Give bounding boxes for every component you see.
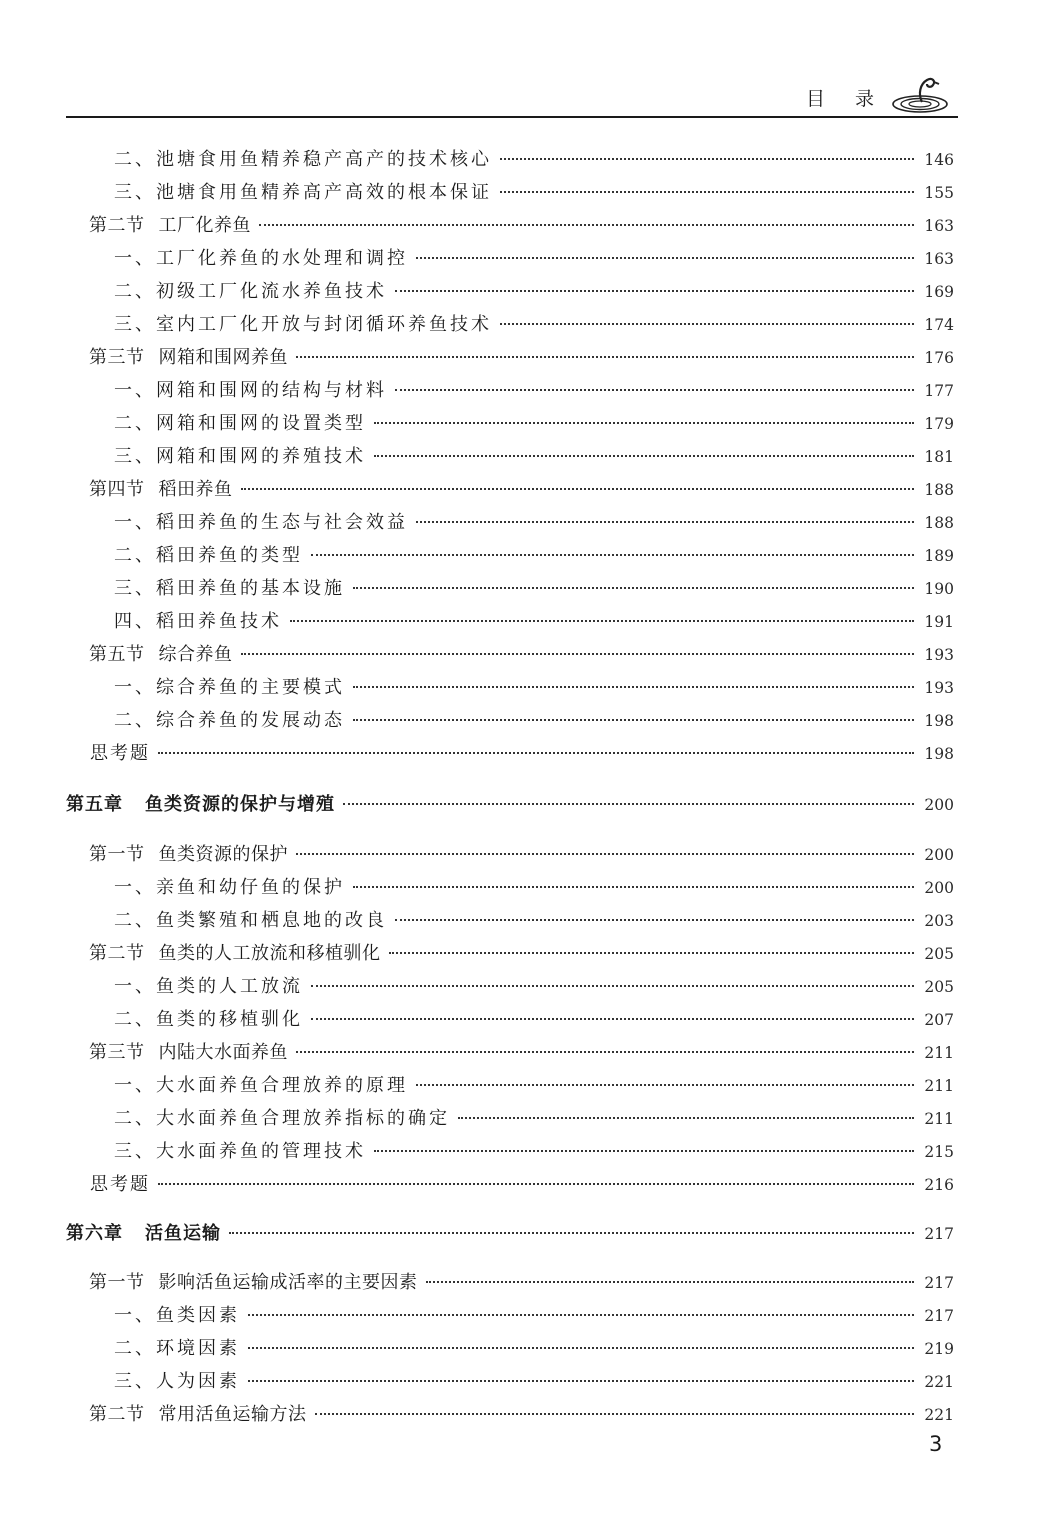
toc-entry-page: 217 [924, 1274, 954, 1292]
toc-entry-title [114, 178, 492, 204]
toc-entry-title [89, 640, 233, 666]
dot-leader [353, 587, 914, 589]
toc-entry-page: 177 [924, 382, 954, 400]
toc-entry-number: 第四节 [89, 479, 145, 500]
dot-leader [296, 1051, 914, 1053]
toc-entry-item[interactable] [114, 972, 954, 1002]
toc-entry-section[interactable] [89, 475, 954, 505]
toc-entry-title [89, 1400, 307, 1426]
toc-entry-text: 一、鱼类因素 [114, 1305, 240, 1326]
dot-leader [311, 1018, 914, 1020]
toc-entry-number: 第二节 [89, 943, 145, 964]
toc-entry-page: 217 [924, 1225, 954, 1243]
toc-entry-text: 二、初级工厂化流水养鱼技术 [114, 281, 387, 302]
toc-entry-text: 一、稻田养鱼的生态与社会效益 [114, 512, 408, 533]
toc-entry-title [114, 442, 366, 468]
dot-leader [248, 1380, 914, 1382]
toc-entry-page: 193 [924, 679, 954, 697]
toc-entry-item[interactable] [114, 906, 954, 936]
dot-leader [395, 290, 914, 292]
dot-leader [241, 653, 915, 655]
toc-entry-title [114, 376, 387, 402]
toc-entry-title [114, 508, 408, 534]
toc-entry-text: 四、稻田养鱼技术 [114, 611, 282, 632]
toc-entry-page: 163 [924, 250, 954, 268]
toc-entry-text: 鱼类资源的保护与增殖 [145, 794, 335, 815]
dot-leader [158, 752, 914, 754]
toc-entry-page: 221 [924, 1373, 954, 1391]
toc-entry-number: 第二节 [89, 1404, 145, 1425]
toc-entry-page: 155 [924, 184, 954, 202]
toc-entry-page: 200 [924, 846, 954, 864]
toc-entry-qa[interactable] [90, 739, 954, 769]
toc-entry-item[interactable] [114, 574, 954, 604]
header-title: 目录 [806, 88, 905, 110]
toc-entry-page: 188 [924, 514, 954, 532]
toc-entry-title [89, 939, 381, 965]
toc-entry-page: 200 [924, 879, 954, 897]
toc-entry-number: 第三节 [89, 347, 145, 368]
toc-entry-item[interactable] [114, 1005, 954, 1035]
dot-leader [311, 985, 914, 987]
toc-entry-page: 207 [924, 1011, 954, 1029]
dot-leader [426, 1281, 915, 1283]
toc-entry-item[interactable] [114, 409, 954, 439]
toc-entry-item[interactable] [114, 508, 954, 538]
toc-entry-title [114, 574, 345, 600]
toc-entry-page: 198 [924, 712, 954, 730]
toc-entry-title [89, 840, 288, 866]
toc-entry-title [114, 541, 303, 567]
toc-entry-page: 211 [924, 1110, 954, 1128]
toc-entry-page: 215 [924, 1143, 954, 1161]
toc-entry-text: 一、网箱和围网的结构与材料 [114, 380, 387, 401]
toc-entry-page: 191 [924, 613, 954, 631]
dot-leader [416, 1084, 914, 1086]
toc-entry-item[interactable] [114, 1334, 954, 1364]
toc-entry-title [114, 310, 492, 336]
toc-entry-page: 189 [924, 547, 954, 565]
toc-entry-title [114, 1334, 240, 1360]
toc-entry-text: 一、鱼类的人工放流 [114, 976, 303, 997]
dot-leader [458, 1117, 914, 1119]
toc-entry-title [114, 607, 282, 633]
dot-leader [395, 389, 914, 391]
toc-entry-title [89, 475, 233, 501]
toc-entry-text: 综合养鱼 [158, 644, 233, 665]
toc-entry-text: 内陆大水面养鱼 [158, 1042, 288, 1063]
toc-entry-text: 二、环境因素 [114, 1338, 240, 1359]
toc-entry-text: 稻田养鱼 [158, 479, 233, 500]
toc-entry-number: 第五章 [66, 794, 123, 815]
toc-entry-title [90, 1170, 150, 1196]
toc-entry-text: 二、稻田养鱼的类型 [114, 545, 303, 566]
dot-leader [416, 521, 914, 523]
toc-entry-text: 二、综合养鱼的发展动态 [114, 710, 345, 731]
toc-entry-text: 思考题 [90, 1174, 150, 1195]
toc-entry-title [114, 1071, 408, 1097]
toc-entry-item[interactable] [114, 541, 954, 571]
toc-entry-text: 一、工厂化养鱼的水处理和调控 [114, 248, 408, 269]
toc-entry-number: 第六章 [66, 1223, 123, 1244]
toc-entry-title [89, 211, 251, 237]
toc-entry-page: 205 [924, 978, 954, 996]
toc-entry-title [89, 1038, 288, 1064]
toc-entry-page: 179 [924, 415, 954, 433]
toc-entry-page: 221 [924, 1406, 954, 1424]
toc-entry-title [66, 790, 335, 816]
toc-entry-text: 二、大水面养鱼合理放养指标的确定 [114, 1108, 450, 1129]
toc-entry-page: 181 [924, 448, 954, 466]
toc-entry-title [114, 277, 387, 303]
dot-leader [353, 719, 914, 721]
toc-entry-item[interactable] [114, 607, 954, 637]
toc-entry-item[interactable] [114, 442, 954, 472]
toc-entry-page: 200 [924, 796, 954, 814]
toc-entry-number: 第二节 [89, 215, 145, 236]
dot-leader [500, 191, 914, 193]
toc-entry-item[interactable] [114, 873, 954, 903]
dot-leader [290, 620, 914, 622]
toc-entry-title [114, 244, 408, 270]
toc-entry-title [114, 706, 345, 732]
toc-entry-text: 三、池塘食用鱼精养高产高效的根本保证 [114, 182, 492, 203]
dot-leader [500, 158, 914, 160]
toc-entry-text: 二、网箱和围网的设置类型 [114, 413, 366, 434]
dot-leader [248, 1314, 914, 1316]
toc-entry-text: 三、稻田养鱼的基本设施 [114, 578, 345, 599]
toc-entry-number: 第一节 [89, 844, 145, 865]
toc-entry-page: 169 [924, 283, 954, 301]
toc-entry-title [114, 906, 387, 932]
toc-entry-text: 二、鱼类繁殖和栖息地的改良 [114, 910, 387, 931]
toc-entry-section[interactable] [89, 640, 954, 670]
toc-entry-page: 190 [924, 580, 954, 598]
dot-leader [353, 886, 914, 888]
toc-entry-chapter[interactable] [66, 1219, 954, 1249]
toc-entry-item[interactable] [114, 1104, 954, 1134]
dot-leader [395, 919, 914, 921]
page-header [0, 0, 1048, 130]
toc-entry-section[interactable] [89, 343, 954, 373]
dot-leader [343, 803, 914, 805]
toc-entry-text: 影响活鱼运输成活率的主要因素 [158, 1272, 418, 1293]
dot-leader [374, 422, 914, 424]
dot-leader [229, 1232, 914, 1234]
toc-entry-page: 205 [924, 945, 954, 963]
toc-entry-number: 第五节 [89, 644, 145, 665]
toc-entry-item[interactable] [114, 1137, 954, 1167]
toc-entry-qa[interactable] [90, 1170, 954, 1200]
toc-entry-item[interactable] [114, 277, 954, 307]
toc-entry-title [89, 343, 288, 369]
toc-entry-text: 活鱼运输 [145, 1223, 221, 1244]
toc-entry-title [114, 1104, 450, 1130]
toc-entry-page: 163 [924, 217, 954, 235]
dot-leader [158, 1183, 914, 1185]
dot-leader [374, 455, 914, 457]
toc-entry-title [66, 1219, 221, 1245]
dot-leader [259, 224, 914, 226]
toc-entry-text: 二、鱼类的移植驯化 [114, 1009, 303, 1030]
toc-entry-section[interactable] [89, 939, 954, 969]
toc-entry-item[interactable] [114, 244, 954, 274]
toc-entry-item[interactable] [114, 706, 954, 736]
dot-leader [374, 1150, 914, 1152]
toc-entry-section[interactable] [89, 1038, 954, 1068]
toc-entry-page: 146 [924, 151, 954, 169]
toc-entry-page: 211 [924, 1044, 954, 1062]
dot-leader [296, 356, 914, 358]
dot-leader [500, 323, 914, 325]
toc-entry-page: 217 [924, 1307, 954, 1325]
toc-entry-number: 第三节 [89, 1042, 145, 1063]
dot-leader [315, 1413, 915, 1415]
toc-entry-text: 思考题 [90, 743, 150, 764]
dot-leader [416, 257, 914, 259]
toc-entry-item[interactable] [114, 1071, 954, 1101]
header-rule [66, 116, 958, 118]
toc-entry-text: 一、大水面养鱼合理放养的原理 [114, 1075, 408, 1096]
toc-entry-title [114, 1367, 240, 1393]
toc-entry-title [114, 673, 345, 699]
toc-entry-text: 鱼类的人工放流和移植驯化 [158, 943, 381, 964]
dot-leader [248, 1347, 914, 1349]
toc-entry-text: 一、综合养鱼的主要模式 [114, 677, 345, 698]
dot-leader [311, 554, 914, 556]
page-number: 3 [929, 1432, 943, 1456]
toc-entry-title [114, 409, 366, 435]
toc-entry-text: 网箱和围网养鱼 [158, 347, 288, 368]
toc-entry-page: 219 [924, 1340, 954, 1358]
toc-entry-item[interactable] [114, 1301, 954, 1331]
toc-entry-text: 常用活鱼运输方法 [158, 1404, 307, 1425]
toc-entry-page: 203 [924, 912, 954, 930]
toc-entry-text: 三、大水面养鱼的管理技术 [114, 1141, 366, 1162]
toc-entry-page: 216 [924, 1176, 954, 1194]
toc-entry-item[interactable] [114, 178, 954, 208]
toc-entry-page: 198 [924, 745, 954, 763]
toc-entry-text: 一、亲鱼和幼仔鱼的保护 [114, 877, 345, 898]
toc-entry-page: 176 [924, 349, 954, 367]
dot-leader [241, 488, 915, 490]
toc-entry-text: 工厂化养鱼 [158, 215, 251, 236]
toc-entry-page: 193 [924, 646, 954, 664]
toc-entry-text: 三、人为因素 [114, 1371, 240, 1392]
toc-entry-text: 二、池塘食用鱼精养稳产高产的技术核心 [114, 149, 492, 170]
dot-leader [389, 952, 915, 954]
toc-entry-item[interactable] [114, 673, 954, 703]
toc-entry-text: 三、网箱和围网的养殖技术 [114, 446, 366, 467]
toc-entry-page: 211 [924, 1077, 954, 1095]
toc-entry-title [89, 1268, 418, 1294]
toc-entry-title [114, 145, 492, 171]
toc-entry-section[interactable] [89, 211, 954, 241]
toc-entry-section[interactable] [89, 840, 954, 870]
swan-ripple-logo-icon [890, 72, 952, 120]
toc-entry-title [114, 873, 345, 899]
toc-entry-title [114, 972, 303, 998]
toc-entry-text: 三、室内工厂化开放与封闭循环养鱼技术 [114, 314, 492, 335]
toc-entry-item[interactable] [114, 376, 954, 406]
toc-entry-section[interactable] [89, 1400, 954, 1430]
toc-entry-chapter[interactable] [66, 790, 954, 820]
toc-entry-title [114, 1137, 366, 1163]
toc-entry-section[interactable] [89, 1268, 954, 1298]
toc-entry-title [114, 1301, 240, 1327]
toc-entry-title [90, 739, 150, 765]
toc-entry-title [114, 1005, 303, 1031]
dot-leader [353, 686, 914, 688]
toc-entry-page: 174 [924, 316, 954, 334]
toc-entry-text: 鱼类资源的保护 [158, 844, 288, 865]
toc-entry-item[interactable] [114, 310, 954, 340]
toc-entry-page: 188 [924, 481, 954, 499]
dot-leader [296, 853, 914, 855]
toc-entry-item[interactable] [114, 1367, 954, 1397]
toc-entry-item[interactable] [114, 145, 954, 175]
toc-entry-number: 第一节 [89, 1272, 145, 1293]
